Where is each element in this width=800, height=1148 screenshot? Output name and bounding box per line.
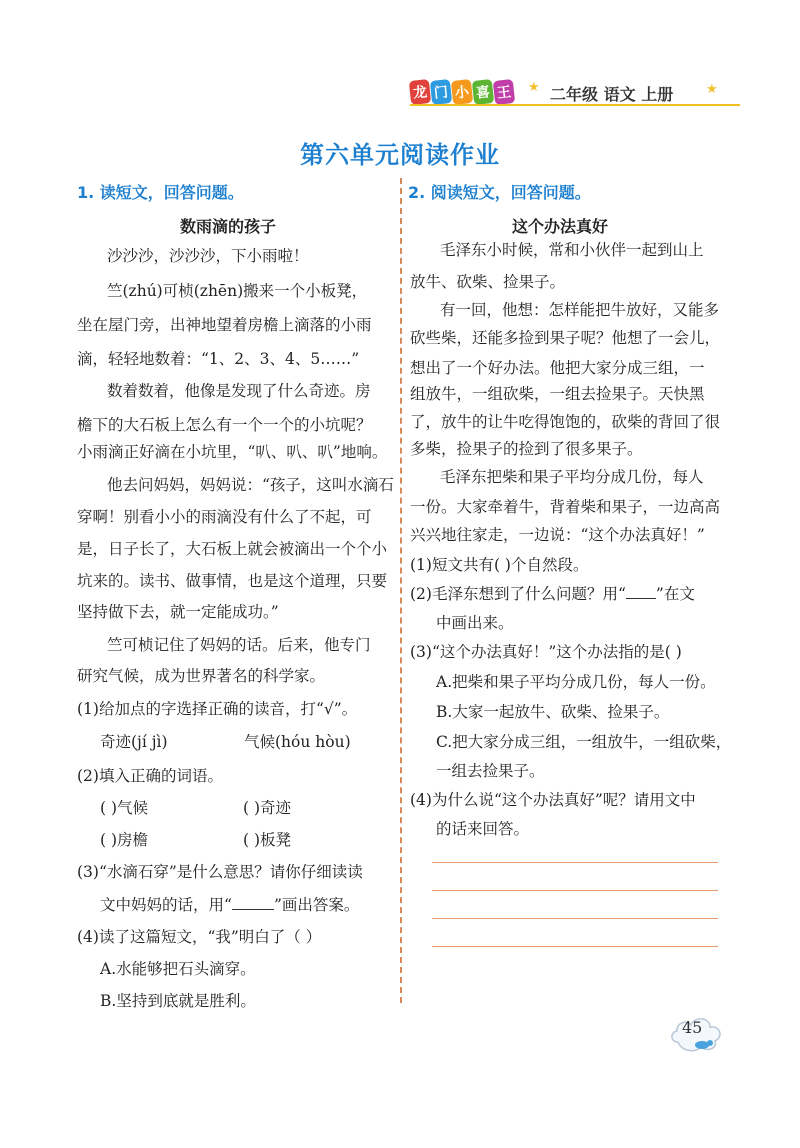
passage-line: 多柴，捡果子的捡到了很多果子。 — [410, 440, 643, 458]
header-underline — [410, 104, 740, 106]
page-title: 第六单元阅读作业 — [300, 141, 500, 169]
option-a[interactable]: A.把柴和果子平均分成几份，每人一份。 — [436, 673, 716, 691]
question-2-4: (4)为什么说“这个办法真好”呢？请用文中 — [410, 791, 696, 809]
column-divider — [400, 178, 402, 1003]
fill-blank[interactable]: ( )房檐 — [100, 831, 149, 849]
passage-line: 放牛、砍柴、捡果子。 — [410, 273, 566, 291]
passage-line: 坚持做下去，就一定能成功。” — [77, 603, 279, 621]
brand-logo — [410, 80, 515, 104]
option-b[interactable]: B.大家一起放牛、砍柴、捡果子。 — [436, 703, 670, 721]
page-number-badge — [668, 1012, 726, 1054]
page-number: 45 — [682, 1018, 703, 1037]
passage-line: 砍些柴，还能多捡到果子呢？他想了一会儿， — [410, 329, 721, 347]
passage-line: 沙沙沙，沙沙沙，下小雨啦！ — [107, 247, 309, 265]
fill-blank[interactable]: ( )奇迹 — [243, 799, 292, 817]
fill-blank[interactable]: ( )板凳 — [243, 831, 292, 849]
passage-line: 组放牛，一组砍柴，一组去捡果子。天快黑 — [410, 385, 705, 403]
answer-line[interactable] — [432, 946, 718, 947]
passage-line: 数着数着，他像是发现了什么奇迹。房 — [107, 382, 371, 400]
passage-line: 他去问妈妈，妈妈说：“孩子，这叫水滴石 — [107, 476, 394, 494]
passage-line: 想出了一个好办法。他把大家分成三组，一 — [410, 359, 705, 377]
question-2-heading: 2. 阅读短文，回答问题。 — [408, 183, 591, 202]
option-c[interactable]: C.把大家分成三组，一组放牛，一组砍柴， — [436, 733, 732, 751]
passage-line: 穿啊！别看小小的雨滴没有什么了不起，可 — [77, 508, 372, 526]
passage-line: 毛泽东小时候，常和小伙伴一起到山上 — [440, 241, 704, 259]
passage-line: 毛泽东把柴和果子平均分成几份，每人 — [440, 468, 704, 486]
question-2-3: (3)“这个办法真好！”这个办法指的是( ) — [410, 643, 682, 661]
question-1-3-cont: 文中妈妈的话，用“ ”画出答案。 — [100, 896, 360, 914]
question-1-2: (2)填入正确的词语。 — [77, 767, 223, 785]
question-2-2-cont: 中画出来。 — [436, 614, 514, 632]
passage-line: 有一回，他想：怎样能把牛放好，又能多 — [440, 301, 720, 319]
brand-char: 喜 — [472, 79, 494, 105]
option-a[interactable]: A.水能够把石头滴穿。 — [100, 960, 256, 978]
passage-line: 兴兴地往家走，一边说：“这个办法真好！” — [410, 526, 705, 544]
star-icon: ★ — [706, 82, 718, 97]
question-1-1: (1)给加点的字选择正确的读音，打“√”。 — [77, 700, 358, 718]
underline-blank — [232, 897, 274, 910]
passage-line: 竺可桢记住了妈妈的话。后来，他专门 — [107, 636, 371, 654]
page-header — [410, 78, 740, 108]
question-1-heading: 1. 读短文，回答问题。 — [77, 183, 244, 202]
brand-char: 龙 — [409, 79, 431, 105]
question-2-1: (1)短文共有( )个自然段。 — [410, 556, 589, 574]
wavy-line-blank — [626, 586, 656, 599]
option-b[interactable]: B.坚持到底就是胜利。 — [100, 992, 256, 1010]
passage-line: 一份。大家牵着牛，背着柴和果子，一边高高 — [410, 498, 721, 516]
passage-line: 了，放牛的让牛吃得饱饱的，砍柴的背回了很 — [410, 413, 721, 431]
option-c-cont: 一组去捡果子。 — [436, 762, 545, 780]
question-2-4-cont: 的话来回答。 — [436, 820, 530, 838]
brand-char: 门 — [430, 79, 452, 105]
answer-line[interactable] — [432, 918, 718, 919]
passage-line: 檐下的大石板上怎么有一个一个的小坑呢？ — [77, 416, 372, 434]
passage-line: 研究气候，成为世界著名的科学家。 — [77, 667, 326, 685]
brand-char: 小 — [451, 79, 473, 105]
fill-blank[interactable]: ( )气候 — [100, 799, 149, 817]
pinyin-choice[interactable]: 气候(hóu hòu) — [244, 733, 351, 751]
star-icon: ★ — [528, 80, 540, 95]
passage-line: 坐在屋门旁，出神地望着房檐上滴落的小雨 — [77, 316, 372, 334]
grade-subject-label: 二年级 语文 上册 — [550, 85, 674, 104]
passage-line: 竺(zhú)可桢(zhēn)搬来一个小板凳， — [107, 282, 368, 300]
answer-line[interactable] — [432, 890, 718, 891]
passage-title: 这个办法真好 — [512, 217, 609, 236]
pinyin-choice[interactable]: 奇迹(jí jì) — [100, 733, 168, 751]
passage-line: 小雨滴正好滴在小坑里，“叭、叭、叭”地响。 — [77, 443, 388, 461]
question-1-4: (4)读了这篇短文，“我”明白了（ ） — [77, 928, 322, 946]
passage-line: 滴，轻轻地数着：“1、2、3、4、5……” — [77, 350, 360, 368]
passage-line: 是，日子长了，大石板上就会被滴出一个个小 — [77, 540, 388, 558]
passage-line: 坑来的。读书、做事情，也是这个道理，只要 — [77, 572, 388, 590]
question-1-3: (3)“水滴石穿”是什么意思？请你仔细读读 — [77, 863, 363, 881]
brand-char: 王 — [493, 79, 515, 105]
passage-title: 数雨滴的孩子 — [180, 217, 277, 236]
question-2-2: (2)毛泽东想到了什么问题？用“ ”在文 — [410, 585, 695, 603]
answer-line[interactable] — [432, 862, 718, 863]
